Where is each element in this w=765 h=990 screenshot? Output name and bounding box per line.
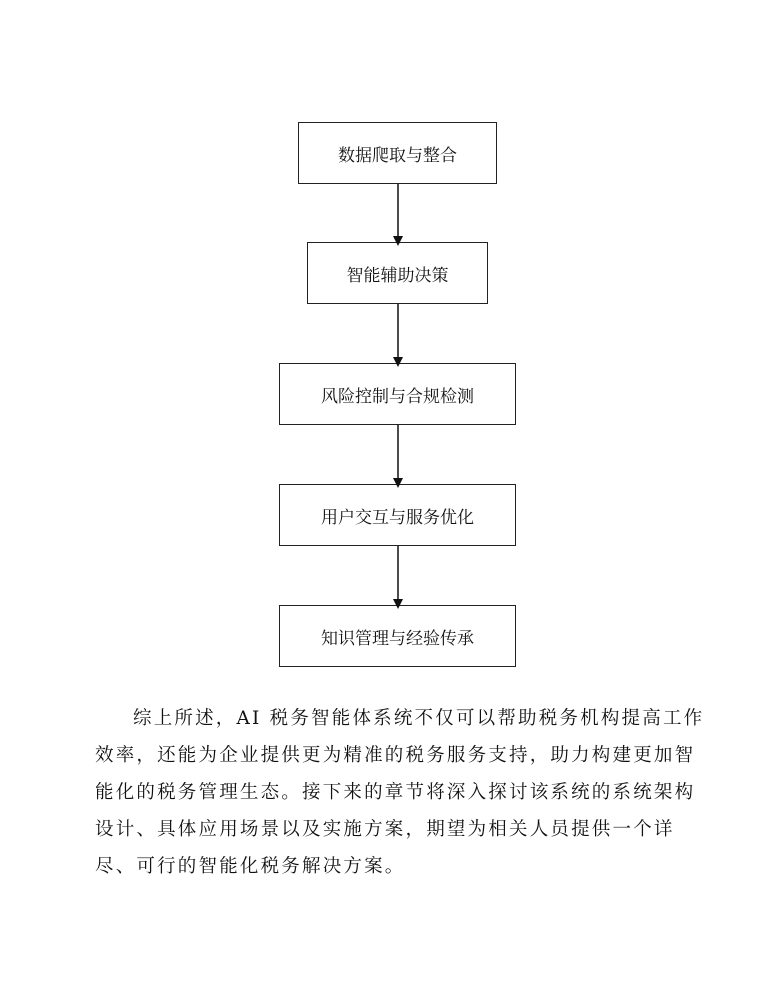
summary-line: 综上所述，AI 税务智能体系统不仅可以帮助税务机构提高工作 xyxy=(133,708,705,729)
step-label: 智能辅助决策 xyxy=(346,265,449,286)
step-label: 数据爬取与整合 xyxy=(338,145,457,166)
summary-line: 效率，还能为企业提供更为精准的税务服务支持，助力构建更加智 xyxy=(95,745,696,766)
summary-line: 能化的税务管理生态。接下来的章节将深入探讨该系统的系统架构 xyxy=(95,782,696,803)
summary-line: 尽、可行的智能化税务解决方案。 xyxy=(95,856,406,877)
summary-line: 设计、具体应用场景以及实施方案，期望为相关人员提供一个详 xyxy=(95,819,675,840)
summary-paragraph xyxy=(95,700,705,885)
step-label: 用户交互与服务优化 xyxy=(321,507,474,528)
step-label: 知识管理与经验传承 xyxy=(321,628,474,649)
step-label: 风险控制与合规检测 xyxy=(321,386,474,407)
